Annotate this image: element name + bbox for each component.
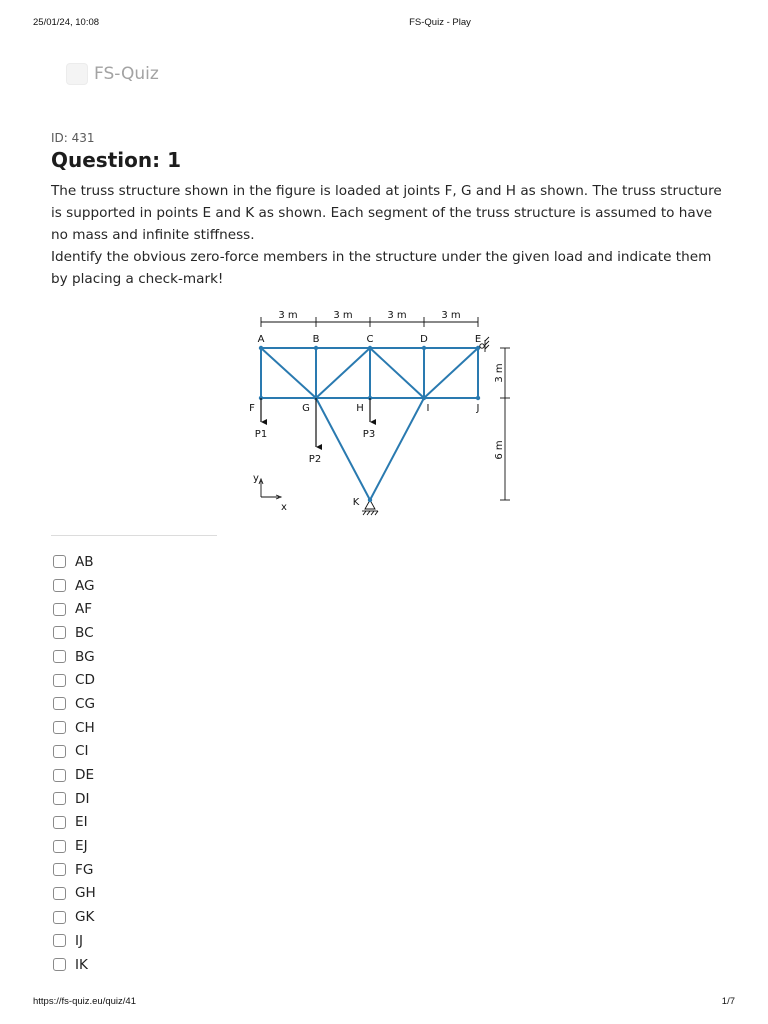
checkbox[interactable] [53,911,66,924]
option-gk[interactable] [51,905,96,929]
option-ej[interactable] [51,834,96,858]
print-header [0,17,768,31]
checkbox[interactable] [53,745,66,758]
checkbox[interactable] [53,816,66,829]
checkbox[interactable] [53,840,66,853]
option-de[interactable] [51,763,96,787]
print-url: https://fs-quiz.eu/quiz/41 [33,996,136,1007]
brand-name: FS-Quiz [94,64,159,84]
print-footer [0,996,768,1010]
option-label: EI [75,814,88,831]
option-label: BC [75,624,94,641]
joint-label: G [302,403,310,414]
option-bg[interactable] [51,645,96,669]
option-label: FG [75,861,94,878]
option-ij[interactable] [51,929,96,953]
joint-label: J [476,403,480,414]
question-title: Question: 1 [51,148,181,172]
checkbox[interactable] [53,697,66,710]
option-label: CH [75,719,95,736]
option-ag[interactable] [51,574,96,598]
question-text [51,180,731,290]
fs-quiz-logo-icon [66,63,88,85]
truss-figure [236,300,526,525]
print-page-title: FS-Quiz - Play [409,17,471,28]
checkbox[interactable] [53,555,66,568]
dim-label-vertical: 6 m [494,440,505,460]
checkbox[interactable] [53,650,66,663]
option-label: AG [75,577,95,594]
dim-label: 3 m [333,310,353,321]
option-label: IJ [75,932,84,949]
joint-label: I [426,403,430,414]
option-di[interactable] [51,787,96,811]
option-label: IK [75,956,88,973]
option-label: BG [75,648,95,665]
answer-options [51,550,96,976]
joint-label: E [474,334,482,345]
load-arrows [261,398,370,447]
option-label: CD [75,672,95,689]
load-label: P2 [308,454,322,465]
joint-label: H [356,403,364,414]
axis-label-y: y [253,473,259,484]
question-paragraph: Identify the obvious zero-force members in the structure under the given load and indicate them by placing a check-mark! [51,249,712,287]
checkbox[interactable] [53,626,66,639]
option-ei[interactable] [51,811,96,835]
joint-label: K [352,497,360,508]
question-id: ID: 431 [51,131,95,145]
load-label: P3 [362,429,376,440]
dim-label: 3 m [441,310,461,321]
option-ci[interactable] [51,740,96,764]
option-ik[interactable] [51,953,96,977]
joint-label: B [312,334,320,345]
support-e-icon [480,337,489,352]
option-label: CG [75,695,96,712]
option-label: CI [75,743,89,760]
divider [51,535,217,536]
option-label: GH [75,885,96,902]
option-label: EJ [75,838,88,855]
joint-label: D [420,334,428,345]
checkbox[interactable] [53,674,66,687]
checkbox[interactable] [53,887,66,900]
checkbox[interactable] [53,721,66,734]
print-datetime: 25/01/24, 10:08 [33,17,100,28]
load-label: P1 [254,429,268,440]
option-ch[interactable] [51,716,96,740]
support-k-icon [362,498,378,515]
joint-label: A [257,334,265,345]
option-af[interactable] [51,597,96,621]
option-fg[interactable] [51,858,96,882]
option-cd[interactable] [51,668,96,692]
checkbox[interactable] [53,863,66,876]
joint-label: F [249,403,255,414]
checkbox[interactable] [53,792,66,805]
coordinate-axes-icon [259,479,281,499]
checkbox[interactable] [53,579,66,592]
option-bc[interactable] [51,621,96,645]
dim-label-vertical: 3 m [494,363,505,383]
option-gh[interactable] [51,882,96,906]
checkbox[interactable] [53,769,66,782]
option-label: AB [75,553,94,570]
option-label: AF [75,601,93,618]
option-cg[interactable] [51,692,96,716]
joint-label: C [366,334,374,345]
dim-label: 3 m [278,310,298,321]
dim-label: 3 m [387,310,407,321]
checkbox[interactable] [53,958,66,971]
truss-members [261,348,478,500]
option-ab[interactable] [51,550,96,574]
option-label: DI [75,790,90,807]
print-page-number: 1/7 [721,996,735,1007]
option-label: GK [75,909,95,926]
axis-label-x: x [281,502,287,513]
checkbox[interactable] [53,603,66,616]
question-paragraph: The truss structure shown in the figure is loaded at joints F, G and H as shown. The truss structure is supported in points E and K as shown. Each segment of the truss structure is assumed to have no mass and infinite stiffness. [51,183,722,243]
brand[interactable] [66,63,159,85]
option-label: DE [75,767,95,784]
checkbox[interactable] [53,934,66,947]
